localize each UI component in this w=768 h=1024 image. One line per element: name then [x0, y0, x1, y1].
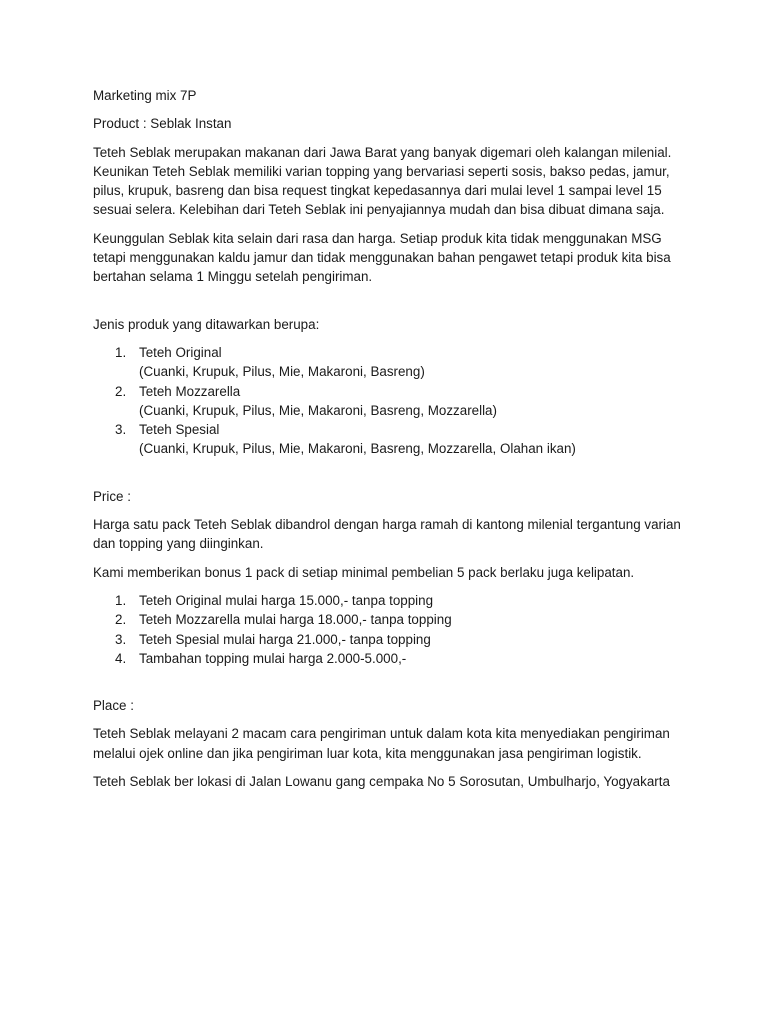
variant-name: Teteh Mozzarella: [139, 383, 241, 399]
variant-name: Teteh Spesial: [139, 422, 220, 438]
price-heading: Price :: [93, 488, 131, 504]
variant-detail: (Cuanki, Krupuk, Pilus, Mie, Makaroni, Basreng, Mozzarella, Olahan ikan): [139, 441, 576, 457]
spacer: [93, 468, 683, 487]
list-item: [93, 382, 683, 421]
product-paragraph-1: Teteh Seblak merupakan makanan dari Jawa Barat yang banyak digemari oleh kalangan milenial. Keunikan Teteh Seblak memiliki varian topping yang bervariasi seperti sosis, bakso pedas, jamur, pilus, krupuk, basreng dan bisa request tingkat kepedasannya dari mulai level 1 sampai level 15 sesuai selera. Kelebihan dari Teteh Seblak ini penyajiannya mudah dan bisa dibuat dimana saja.: [93, 144, 672, 218]
list-number: 2.: [115, 612, 127, 628]
list-number: 1.: [115, 344, 127, 360]
list-number: 3.: [115, 631, 127, 647]
place-heading: Place :: [93, 698, 134, 714]
variants-list: [93, 343, 683, 459]
variant-detail: (Cuanki, Krupuk, Pilus, Mie, Makaroni, Basreng, Mozzarella): [139, 402, 497, 418]
document-title: Marketing mix 7P: [93, 88, 197, 103]
list-number: 1.: [115, 592, 127, 608]
variant-name: Teteh Original: [139, 344, 222, 360]
list-item: [93, 591, 683, 610]
spacer: [93, 296, 683, 315]
product-heading: Product : Seblak Instan: [93, 116, 232, 132]
place-paragraph-2: Teteh Seblak ber lokasi di Jalan Lowanu gang cempaka No 5 Sorosutan, Umbulharjo, Yogyakarta: [93, 774, 670, 790]
variants-intro: Jenis produk yang ditawarkan berupa:: [93, 316, 320, 332]
product-paragraph-2: Keunggulan Seblak kita selain dari rasa dan harga. Setiap produk kita tidak menggunakan MSG tetapi menggunakan kaldu jamur dan tidak menggunakan bahan pengawet tetapi produk kita bisa bertahan selama 1 Minggu setelah pengiriman.: [93, 230, 671, 285]
place-paragraph-1: Teteh Seblak melayani 2 macam cara pengiriman untuk dalam kota kita menyediakan pengiriman melalui ojek online dan jika pengiriman luar kota, kita menggunakan jasa pengiriman logistik.: [93, 726, 670, 761]
list-number: 4.: [115, 650, 127, 666]
price-paragraph-1: Harga satu pack Teteh Seblak dibandrol dengan harga ramah di kantong milenial tergantung varian dan topping yang diinginkan.: [93, 517, 681, 552]
list-item: [93, 649, 683, 668]
list-number: 2.: [115, 383, 127, 399]
price-item-text: Teteh Original mulai harga 15.000,- tanpa topping: [139, 592, 434, 608]
spacer: [93, 677, 683, 696]
document-page: [93, 86, 683, 800]
list-item: [93, 420, 683, 459]
list-number: 3.: [115, 422, 127, 438]
price-paragraph-2: Kami memberikan bonus 1 pack di setiap minimal pembelian 5 pack berlaku juga kelipatan.: [93, 564, 635, 580]
price-item-text: Teteh Mozzarella mulai harga 18.000,- tanpa topping: [139, 612, 452, 628]
variant-detail: (Cuanki, Krupuk, Pilus, Mie, Makaroni, Basreng): [139, 364, 425, 380]
price-item-text: Tambahan topping mulai harga 2.000-5.000,-: [139, 650, 407, 666]
price-list: [93, 591, 683, 668]
price-item-text: Teteh Spesial mulai harga 21.000,- tanpa topping: [139, 631, 431, 647]
list-item: [93, 630, 683, 649]
list-item: [93, 343, 683, 382]
list-item: [93, 610, 683, 629]
